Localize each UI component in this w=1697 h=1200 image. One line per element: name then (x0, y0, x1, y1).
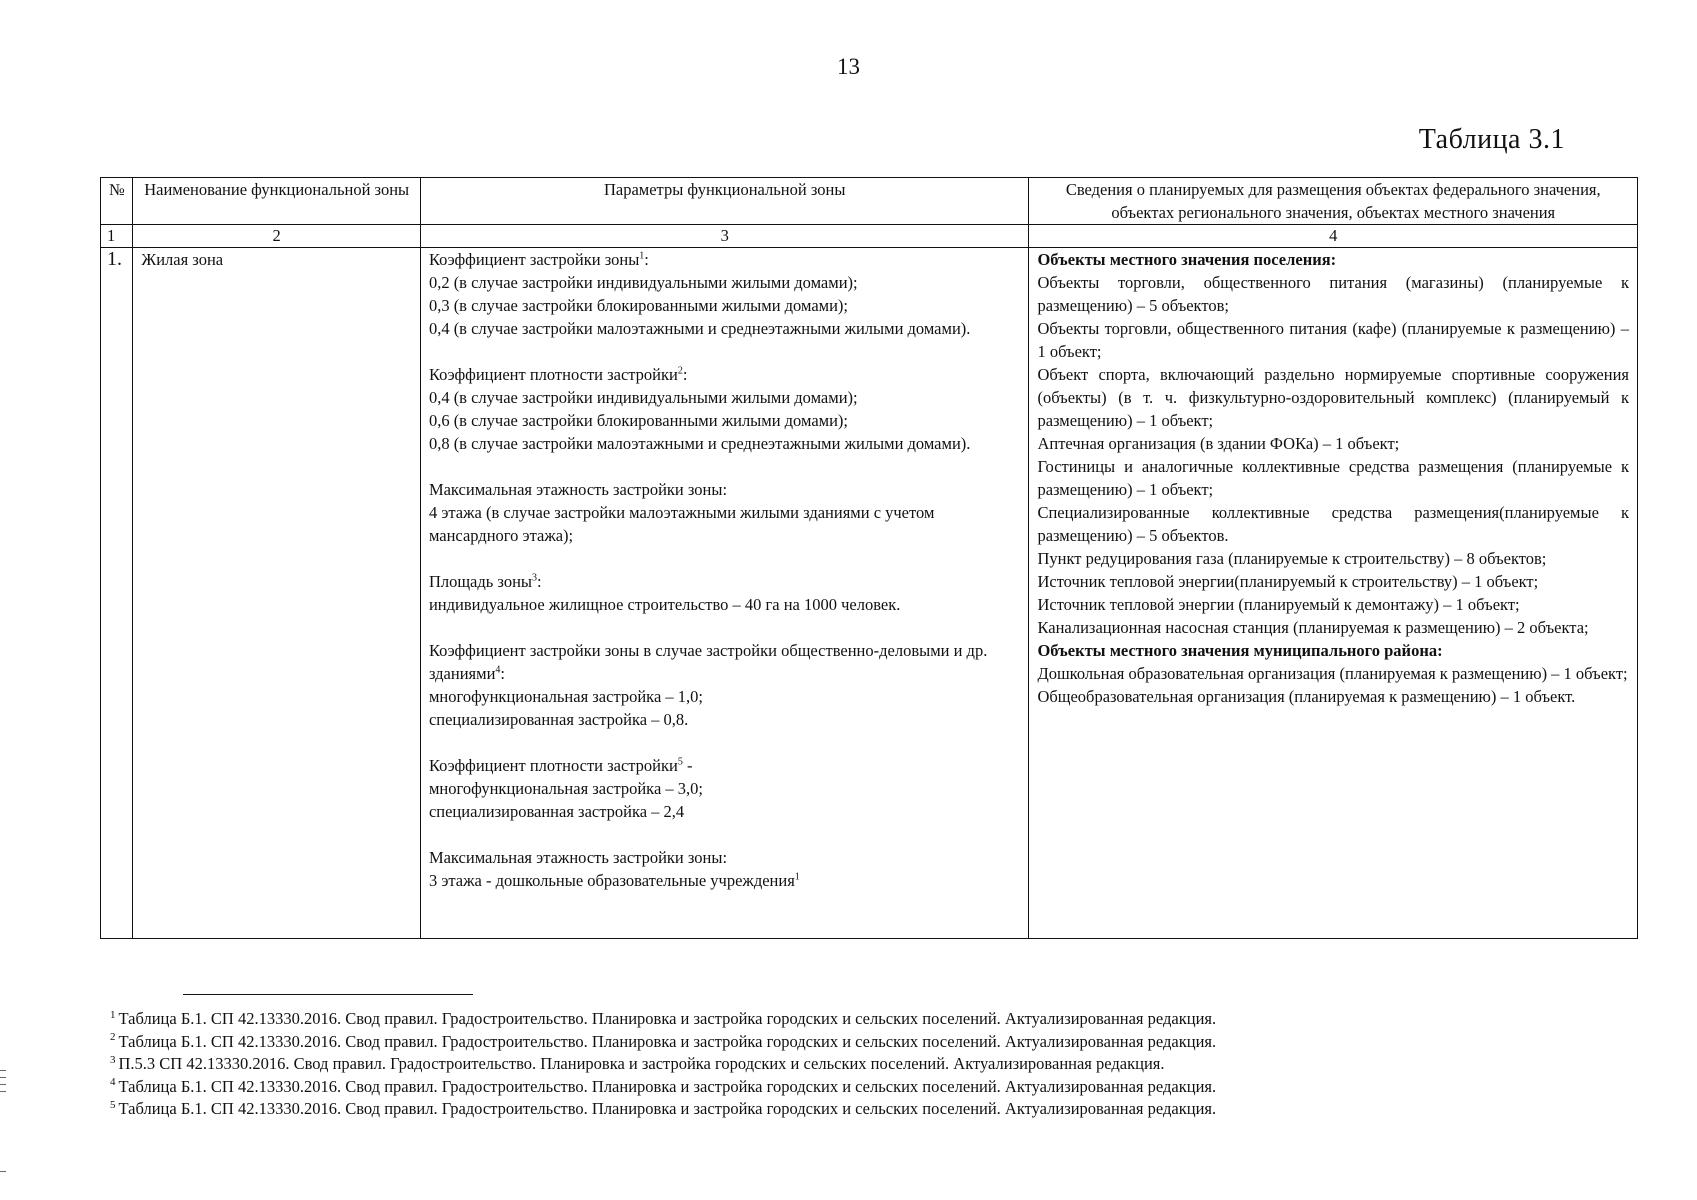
footnote (110, 1053, 1610, 1076)
footnotes (110, 1008, 1610, 1121)
param-value (429, 869, 1021, 892)
param-title (429, 478, 1021, 501)
settlement-objects-heading: Объекты местного значения поселения: (1037, 250, 1337, 269)
column-number: 3 (420, 225, 1029, 248)
list-item: Источник тепловой энергии(планируемый к строительству) – 1 объект; (1037, 572, 1539, 591)
param-value-text: многофункциональная застройка – 3,0; (428, 779, 703, 798)
param-value (429, 777, 1021, 800)
page-number: 13 (837, 54, 860, 79)
footnote-text: Таблица Б.1. СП 42.13330.2016. Свод правил. Градостроительство. Планировка и застройка городских и сельских поселений. Актуализированная редакция. (118, 1009, 1217, 1028)
param-title-text: Коэффициент плотности застройки (428, 365, 678, 384)
footnote-number: 2 (110, 1031, 116, 1043)
list-item: Объект спорта, включающий раздельно нормируемые спортивные сооружения (объекты) (в т. ч. физкультурно-оздоровительный комплекс) (планируемый к размещению) – 1 объект; (1037, 365, 1629, 430)
header-zone-name: Наименование функциональной зоны (133, 178, 421, 225)
footnote-ref: 1 (794, 871, 800, 883)
param-value-text: 0,2 (в случае застройки индивидуальными жилыми домами); (428, 273, 858, 292)
list-item: Аптечная организация (в здании ФОКа) – 1 объект; (1037, 434, 1400, 453)
footnote-text: Таблица Б.1. СП 42.13330.2016. Свод правил. Градостроительство. Планировка и застройка городских и сельских поселений. Актуализированная редакция. (118, 1076, 1217, 1096)
list-item: Общеобразовательная организация (планируемая к размещению) – 1 объект. (1037, 687, 1576, 706)
param-value-text: 4 этажа (в случае застройки малоэтажными жилыми зданиями с учетом мансардного этажа); (428, 503, 935, 545)
column-number-row (101, 225, 1638, 248)
list-item: Канализационная насосная станция (планируемая к размещению) – 2 объекта; (1037, 618, 1589, 637)
param-value (429, 271, 1021, 294)
planned-objects-cell (1029, 248, 1638, 939)
param-value-text: 0,6 (в случае застройки блокированными жилыми домами); (428, 411, 848, 430)
settlement-objects-list (1037, 271, 1629, 639)
scan-edge-mark (0, 1070, 6, 1071)
list-item: Пункт редуцирования газа (планируемые к строительству) – 8 объектов; (1037, 549, 1547, 568)
param-title-text: Максимальная этажность застройки зоны: (428, 848, 728, 867)
scan-edge-mark (0, 1091, 6, 1092)
param-value-text: специализированная застройка – 2,4 (428, 802, 685, 821)
scan-edge-mark (0, 1171, 6, 1172)
district-objects-heading: Объекты местного значения муниципального района: (1037, 641, 1443, 660)
param-value-text: специализированная застройка – 0,8. (428, 710, 689, 729)
param-value-text: 0,8 (в случае застройки малоэтажными и среднеэтажными жилыми домами). (428, 434, 971, 453)
param-title-text: Коэффициент застройки зоны в случае застройки общественно-деловыми и др. зданиями (428, 641, 988, 683)
param-value (429, 432, 1021, 455)
scan-edge-mark (0, 1077, 6, 1078)
param-block (429, 363, 1021, 455)
footnote-ref: 1 (639, 250, 645, 262)
footnote (110, 1098, 1610, 1121)
param-value (429, 800, 1021, 823)
param-block (429, 846, 1021, 892)
footnote-text: Таблица Б.1. СП 42.13330.2016. Свод правил. Градостроительство. Планировка и застройка городских и сельских поселений. Актуализированная редакция. (118, 1031, 1217, 1051)
param-block (429, 754, 1021, 823)
footnote (110, 1031, 1610, 1054)
param-value-text: 0,3 (в случае застройки блокированными жилыми домами); (428, 296, 848, 315)
param-block (429, 478, 1021, 547)
district-objects-list (1037, 662, 1629, 708)
list-item: Объекты торговли, общественного питания (магазины) (планируемые к размещению) – 5 объектов; (1037, 273, 1629, 315)
list-item: Источник тепловой энергии (планируемый к демонтажу) – 1 объект; (1037, 595, 1520, 614)
param-value-text: индивидуальное жилищное строительство – 40 га на 1000 человек. (428, 595, 901, 614)
zone-params-cell (420, 248, 1029, 939)
param-title-suffix: : (682, 365, 688, 384)
footnote-ref: 4 (495, 664, 501, 676)
param-value (429, 294, 1021, 317)
param-title (429, 570, 1021, 593)
table-label: Таблица 3.1 (1418, 124, 1565, 155)
param-value (429, 593, 1021, 616)
column-number: 2 (133, 225, 421, 248)
footnote-ref: 3 (532, 572, 537, 584)
footnote-text: Таблица Б.1. СП 42.13330.2016. Свод правил. Градостроительство. Планировка и застройка городских и сельских поселений. Актуализированная редакция. (118, 1099, 1217, 1118)
param-title (429, 639, 1021, 685)
param-title-text: Площадь зоны (428, 572, 532, 591)
header-planned-objects: Сведения о планируемых для размещения объектах федерального значения, объектах регионального значения, объектах местного значения (1029, 178, 1638, 225)
param-value-text: 0,4 (в случае застройки малоэтажными и среднеэтажными жилыми домами). (428, 319, 971, 338)
column-number: 1 (101, 225, 133, 248)
footnote-number: 3 (110, 1053, 116, 1066)
param-block (429, 570, 1021, 616)
param-title-suffix: - (682, 756, 693, 775)
footnote-text: П.5.3 СП 42.13330.2016. Свод правил. Градостроительство. Планировка и застройка городских и сельских поселений. Актуализированная редакция. (118, 1054, 1165, 1073)
param-value (429, 708, 1021, 731)
footnote-number: 1 (110, 1008, 116, 1021)
param-title-suffix: : (644, 250, 649, 269)
scan-edge-mark (0, 1084, 6, 1085)
param-value (429, 386, 1021, 409)
table-row (101, 248, 1638, 939)
param-title-text: Коэффициент застройки зоны (428, 250, 640, 269)
param-title-text: Максимальная этажность застройки зоны: (428, 480, 728, 499)
zone-name: Жилая зона (133, 248, 421, 939)
param-block (429, 248, 1021, 340)
param-title (429, 363, 1021, 386)
list-item: Дошкольная образовательная организация (планируемая к размещению) – 1 объект; (1037, 664, 1628, 683)
zones-table (100, 177, 1638, 939)
list-item: Объекты торговли, общественного питания (кафе) (планируемые к размещению) – 1 объект; (1037, 319, 1629, 361)
param-value (429, 409, 1021, 432)
list-item: Специализированные коллективные средства размещения(планируемые к размещению) – 5 объектов. (1037, 503, 1629, 545)
footnote-number: 4 (110, 1076, 116, 1088)
header-number: № (101, 178, 133, 225)
header-zone-params: Параметры функциональной зоны (420, 178, 1029, 225)
table-header-row (101, 178, 1638, 225)
param-block (429, 639, 1021, 731)
param-value (429, 317, 1021, 340)
param-title-suffix: : (537, 572, 542, 591)
footnote-number: 5 (110, 1098, 116, 1111)
param-value-text: 0,4 (в случае застройки индивидуальными жилыми домами); (428, 388, 858, 407)
column-number: 4 (1029, 225, 1638, 248)
param-title (429, 754, 1021, 777)
param-value (429, 501, 1021, 547)
param-title-text: Коэффициент плотности застройки (428, 756, 678, 775)
row-number: 1. (101, 248, 133, 939)
footnote-ref: 2 (677, 365, 683, 377)
footnote (110, 1008, 1610, 1031)
footnote-ref: 5 (677, 756, 683, 768)
param-title (429, 248, 1021, 271)
list-item: Гостиницы и аналогичные коллективные средства размещения (планируемые к размещению) – 1 объект; (1037, 457, 1629, 499)
param-value-text: многофункциональная застройка – 1,0; (428, 687, 703, 706)
footnote-separator (183, 994, 473, 995)
param-value (429, 685, 1021, 708)
footnote (110, 1076, 1610, 1099)
param-title (429, 846, 1021, 869)
param-value-text: 3 этажа - дошкольные образовательные учреждения (428, 871, 795, 890)
param-title-suffix: : (500, 664, 505, 683)
